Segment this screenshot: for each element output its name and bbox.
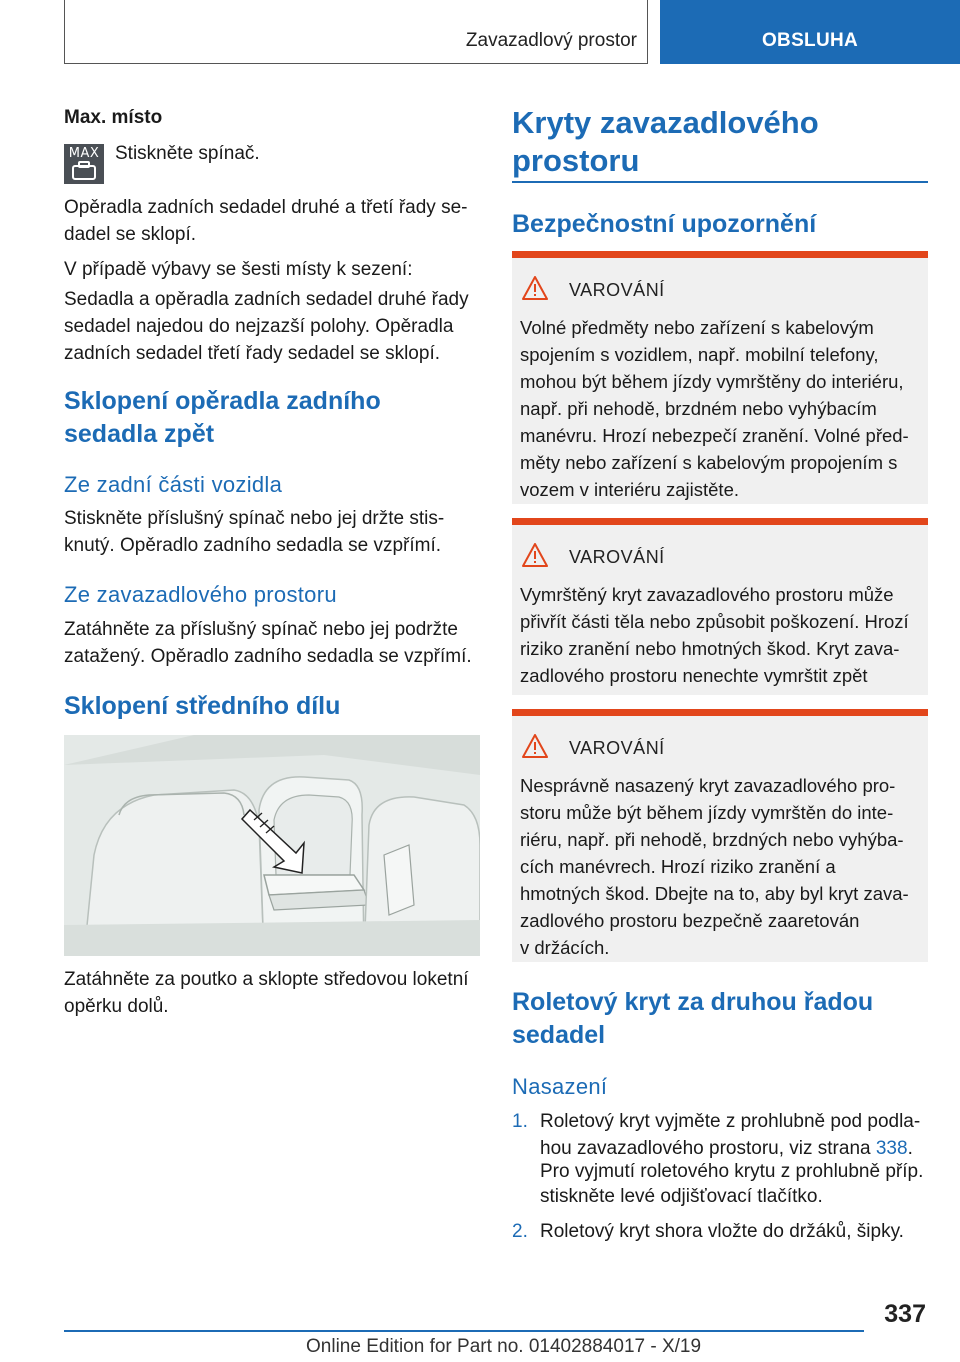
para-1-line-1: Opěradla zadních sedadel druhé a třetí řady se- [64, 197, 468, 218]
step-1-line-4: stiskněte levé odjišťovací tlačítko. [540, 1186, 823, 1207]
rear-seat-armrest-illustration [64, 735, 480, 956]
warning-title: VAROVÁNÍ [569, 547, 665, 567]
warning-3-line: cích manévrech. Hrozí riziko zranění a [520, 856, 836, 877]
warning-2-line: zadlového prostoru nenechte vymrštit zpět [520, 665, 868, 686]
warning-box-1 [512, 251, 928, 504]
warning-1-line: měty nebo zařízení s kabelovým propojením s [520, 452, 898, 473]
warning-box-3 [512, 709, 928, 962]
subheading-rear: Ze zadní části vozidla [64, 472, 283, 497]
para-3-line-2: sedadel najedou do nejzazší polohy. Opěradla [64, 316, 454, 337]
step-1-line-3: Pro vyjmutí roletového krytu z prohlubně příp. [540, 1161, 924, 1182]
para-2: V případě výbavy se šesti místy k sezení: [64, 259, 413, 280]
warning-triangle-icon [522, 543, 548, 567]
page-reference-link[interactable]: 338 [875, 1138, 908, 1159]
section-title: Zavazadlový prostor [465, 30, 637, 51]
para-3-line-1: Sedadla a opěradla zadních sedadel druhé řady [64, 289, 469, 310]
warning-3-line: zadlového prostoru bezpečně zaaretován [520, 910, 860, 931]
warning-1-line: vozem v interiéru zajistěte. [520, 479, 740, 500]
warning-3-line: riéru, např. při nehodě, brzdných nebo vyhýba- [520, 829, 904, 850]
warning-1-line: spojením s vozidlem, např. mobilní telefony, [520, 344, 879, 365]
caption-line-2: opěrku dolů. [64, 996, 169, 1017]
title-rule [512, 181, 928, 183]
para-3-line-3: zadních sedadel třetí řady sedadel se sklopí. [64, 343, 441, 364]
header-frame [64, 0, 648, 64]
warning-box-2 [512, 518, 928, 695]
step-1-line-2: hou zavazadlového prostoru, viz strana 338. [540, 1138, 913, 1159]
para-4-line-1: Stiskněte příslušný spínač nebo jej držte stis- [64, 508, 445, 529]
max-space-heading: Max. místo [64, 107, 163, 128]
warning-1-line: např. při nehodě, brzdném nebo vyhýbacím [520, 398, 877, 419]
step-1-number: 1. [512, 1111, 528, 1132]
warning-triangle-icon [522, 276, 548, 300]
para-1-line-2: dadel se sklopí. [64, 224, 197, 245]
warning-3-line: storu může být během jízdy vymrštěn do inte- [520, 802, 894, 823]
warning-1-line: manévru. Hrozí nebezpečí zranění. Volné před- [520, 425, 909, 446]
step-2-number: 2. [512, 1221, 528, 1242]
chapter-tab[interactable] [660, 0, 960, 64]
heading-center-section: Sklopení středního dílu [64, 692, 341, 720]
roller-cover-heading-line-1: Roletový kryt za druhou řadou [512, 988, 874, 1016]
installation-subheading: Nasazení [512, 1074, 608, 1099]
warning-1-line: Volné předměty nebo zařízení s kabelovým [520, 317, 874, 338]
page-number: 337 [884, 1300, 926, 1328]
warning-3-line: v držácích. [520, 937, 610, 958]
heading-fold-back-line-2: sedadla zpět [64, 420, 215, 448]
footer-edition: Online Edition for Part no. 01402884017 - X/19 [306, 1336, 702, 1357]
roller-cover-heading-line-2: sedadel [512, 1021, 606, 1049]
warning-triangle-icon [522, 734, 548, 758]
warning-title: VAROVÁNÍ [569, 738, 665, 758]
heading-fold-back-line-1: Sklopení opěradla zadního [64, 387, 381, 415]
max-instruction: Stiskněte spínač. [115, 143, 260, 164]
para-5-line-1: Zatáhněte za příslušný spínač nebo jej podržte [64, 619, 458, 640]
chapter-title-line-1: Kryty zavazadlového [512, 105, 819, 140]
chapter-title-line-2: prostoru [512, 143, 640, 178]
para-4-line-2: knutý. Opěradlo zadního sedadla se vzpřímí. [64, 535, 442, 556]
step-1-line-1: Roletový kryt vyjměte z prohlubně pod podla- [540, 1111, 921, 1132]
caption-line-1: Zatáhněte za poutko a sklopte středovou loketní [64, 969, 469, 990]
warning-2-line: Vymrštěný kryt zavazadlového prostoru může [520, 584, 894, 605]
footer-rule [64, 1330, 864, 1332]
warning-2-line: riziko zranění nebo hmotných škod. Kryt zava- [520, 638, 900, 659]
para-5-line-2: zatažený. Opěradlo zadního sedadla se vzpřímí. [64, 646, 472, 667]
subheading-luggage: Ze zavazadlového prostoru [64, 582, 337, 607]
warning-1-line: mohou být během jízdy vymrštěny do interiéru, [520, 371, 904, 392]
warning-title: VAROVÁNÍ [569, 280, 665, 300]
safety-heading: Bezpečnostní upozornění [512, 210, 817, 238]
chapter-tab-label: OBSLUHA [761, 30, 859, 51]
warning-3-line: Nesprávně nasazený kryt zavazadlového pro- [520, 775, 896, 796]
warning-2-line: přivřít části těla nebo způsobit poškození. Hrozí [520, 611, 909, 632]
max-button-icon: MAX [64, 144, 104, 184]
warning-3-line: hmotných škod. Dbejte na to, aby byl kryt zava- [520, 883, 909, 904]
step-2-line-1: Roletový kryt shora vložte do držáků, šipky. [540, 1221, 904, 1242]
